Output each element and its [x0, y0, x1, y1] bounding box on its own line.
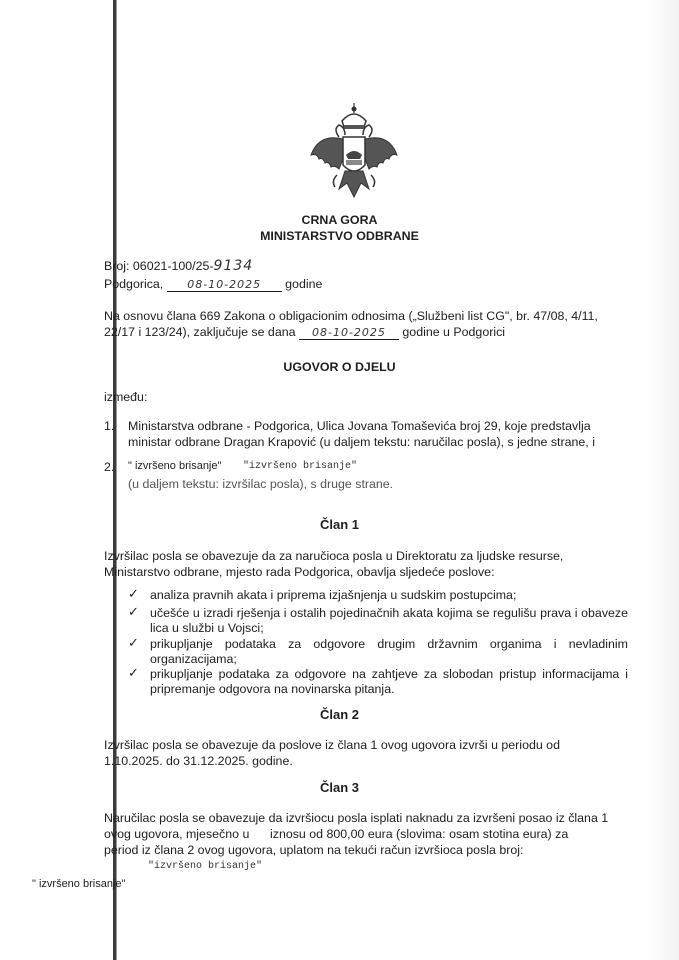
clan-1-item: prikupljanje podataka za odgovore na zahtjeve za slobodan pristup informacijama i pripremanje odgovora na novinarska pitanja.: [150, 667, 628, 696]
broj-label: Broj: 06021-100/25-: [104, 259, 214, 273]
country-name: CRNA GORA: [301, 213, 378, 227]
check-icon: ✓: [128, 635, 139, 650]
clan-2-heading: Član 2: [319, 707, 359, 722]
clan-3-redacted-mono: "izvršeno brisanje": [148, 861, 263, 872]
clan-2-line-1: Izvršilac posla se obavezuje da poslove iz člana 1 ovog ugovora izvrši u periodu od: [104, 738, 560, 752]
party-2-redacted-a: " izvršeno brisanje": [128, 460, 222, 472]
izmedju-label: između:: [104, 390, 148, 404]
clan-1-intro-1: Izvršilac posla se obavezuje da za naručioca posla u Direktoratu za ljudske resurse,: [104, 549, 564, 563]
clan-1-item: prikupljanje podataka za odgovore drugim državnim organima i nevladinim organizacijama;: [150, 637, 628, 666]
ministry-name: MINISTARSTVO ODBRANE: [260, 229, 419, 243]
intro-line-1: Na osnovu člana 669 Zakona o obligacionim odnosima („Službeni list CG", br. 47/08, 4/11,: [104, 309, 598, 323]
clan-3-line-2: ovog ugovora, mjesečno u iznosu od 800,00 eura (slovima: osam stotina eura) za: [104, 827, 569, 841]
godine-label: godine: [285, 277, 323, 291]
clan-1-item: analiza pravnih akata i priprema izjašnjenja u sudskim postupcima;: [150, 588, 517, 602]
date-stamp: 08-10-2025: [167, 278, 282, 292]
coat-of-arms-icon: [309, 103, 399, 207]
scan-edge-shadow: [645, 0, 679, 960]
clan-3-line-3: period iz člana 2 ovog ugovora, uplatom na tekući račun izvršioca posla broj:: [104, 843, 524, 857]
broj-handwritten: 9134: [213, 258, 254, 274]
intro-date-stamp: 08-10-2025: [299, 326, 399, 340]
clan-1-heading: Član 1: [319, 517, 359, 532]
party-2-redacted-b: "izvršeno brisanje": [243, 461, 358, 472]
party-2-number: 2.: [104, 460, 115, 474]
reference-number: [104, 258, 253, 274]
clan-1-intro-2: Ministarstvo odbrane, mjesto rada Podgorica, obavlja sljedeće poslove:: [104, 565, 495, 579]
party-1-number: 1.: [104, 419, 115, 433]
intro-line-2-start: 22/17 i 123/24), zaključuje se dana: [104, 325, 296, 339]
reference-date: [104, 277, 322, 292]
check-icon: ✓: [128, 586, 139, 601]
party-1-line-1: Ministarstva odbrane - Podgorica, Ulica Jovana Tomaševića broj 29, koje predstavlja: [128, 419, 591, 433]
clan-1-item: učešće u izradi rješenja i ostalih pojedinačnih akata kojima se regulišu prava i obaveze lica u službi u Vojsci;: [150, 606, 628, 635]
check-icon: ✓: [128, 604, 139, 619]
party-1-line-2: ministar odbrane Dragan Krapović (u daljem tekstu: naručilac posla), s jedne strane, i: [128, 435, 595, 449]
contract-title: UGOVOR O DJELU: [283, 360, 396, 374]
place-label: Podgorica,: [104, 277, 164, 291]
clan-3-redacted-sans: " izvršeno brisanje": [32, 878, 126, 890]
clan-3-line-1: Naručilac posla se obavezuje da izvršiocu posla isplati naknadu za izvršeni posao iz člana 1: [104, 811, 609, 825]
clan-3-heading: Član 3: [319, 780, 359, 795]
check-icon: ✓: [128, 665, 139, 680]
clan-2-line-2: 1.10.2025. do 31.12.2025. godine.: [104, 754, 293, 768]
intro-line-2-end: godine u Podgorici: [402, 325, 506, 339]
intro-line-2: [104, 325, 628, 340]
party-2-line: (u daljem tekstu: izvršilac posla), s druge strane.: [128, 477, 394, 491]
